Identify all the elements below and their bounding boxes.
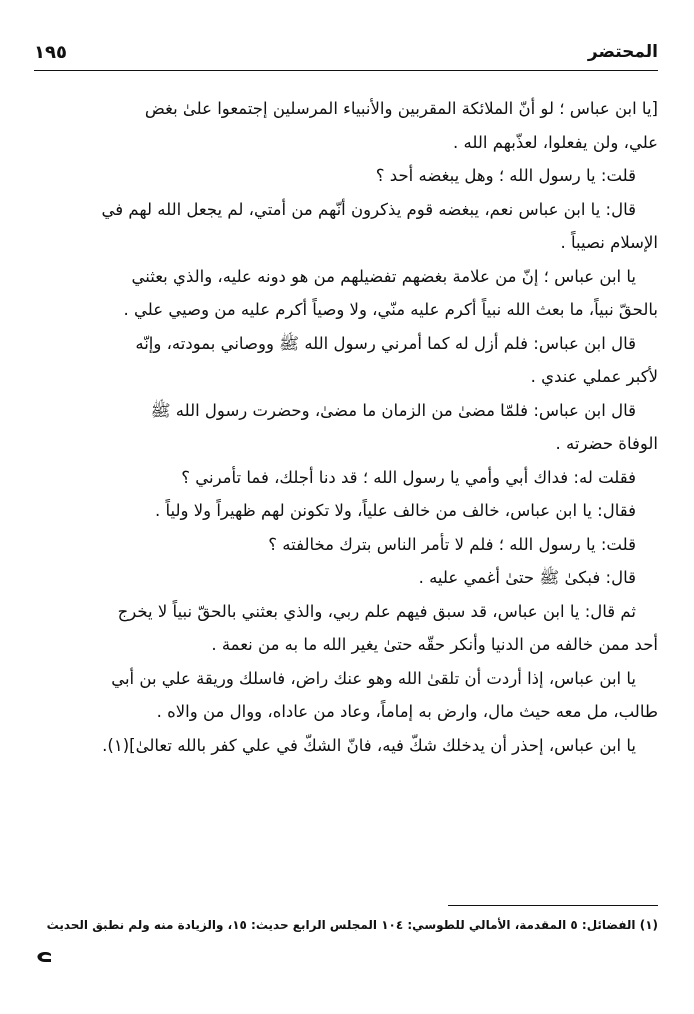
text-line: قال: فبكىٰ ﷺ حتىٰ أغمي عليه . <box>418 568 636 587</box>
page-header <box>34 40 658 71</box>
text-line: قلت: يا رسول الله ؛ وهل يبغضه أحد ؟ <box>375 166 636 185</box>
text-line: قال ابن عباس: فلمّا مضىٰ من الزمان ما مضىٰ، وحضرت رسول الله ﷺ <box>150 400 636 420</box>
text-line: قلت: يا رسول الله ؛ فلم لا تأمر الناس بترك مخالفته ؟ <box>268 534 636 554</box>
text-line: الإسلام نصيباً . <box>560 233 658 252</box>
text-line: يا ابن عباس ؛ إنّ من علامة بغضهم تفضيلهم من هو دونه عليه، والذي بعثني <box>131 266 636 286</box>
running-title: المحتضر <box>587 42 658 62</box>
text-line: الوفاة حضرته . <box>555 434 658 453</box>
footnote: (١) الفضائل: ٥ المقدمة، الأمالي للطوسي: ١٠٤ المجلس الرابع حديث: ١٥، والزيادة منه ولم نطبق الحديث <box>46 918 658 932</box>
text-line: [يا ابن عباس ؛ لو أنّ الملائكة المقربين والأنبياء المرسلين إجتمعوا علىٰ بغض <box>144 99 658 118</box>
text-line: يا ابن عباس، إذا أردت أن تلقىٰ الله وهو عنك راض، فاسلك وريقة علي بن أبي <box>111 668 636 688</box>
text-line: يا ابن عباس، إحذر أن يدخلك شكّ فيه، فانّ الشكّ في علي كفر بالله تعالىٰ](١). <box>102 735 636 755</box>
text-line: قال ابن عباس: فلم أزل له كما أمرني رسول الله ﷺ ووصاني بمودته، وإنّه <box>135 333 636 353</box>
footnote-rule <box>448 905 658 906</box>
text-line: علي، ولن يفعلوا، لعذّبهم الله . <box>453 132 658 152</box>
text-line: بالحقّ نبياً، ما بعث الله نبياً أكرم عليه منّي، ولا وصياً أكرم عليه من وصيي علي . <box>123 300 658 319</box>
continuation-mark-icon <box>36 950 52 964</box>
page-number: ١٩٥ <box>34 42 67 63</box>
text-line: طالب، مل معه حيث مال، وارض به إماماً، وعاد من عاداه، ووال من والاه . <box>156 702 658 721</box>
text-line: فقال: يا ابن عباس، خالف من خالف علياً، ولا تكونن لهم ظهيراً ولا ولياً . <box>154 501 636 520</box>
text-line: قال: يا ابن عباس نعم، يبغضه قوم يذكرون أنّهم من أمتي، لم يجعل الله لهم في <box>101 199 636 219</box>
body-text <box>34 92 658 762</box>
text-line: لأكبر عملي عندي . <box>530 367 658 386</box>
text-line: ثم قال: يا ابن عباس، قد سبق فيهم علم ربي، والذي بعثني بالحقّ نبياً لا يخرج <box>117 601 636 621</box>
text-line: فقلت له: فداك أبي وأمي يا رسول الله ؛ قد دنا أجلك، فما تأمرني ؟ <box>181 467 636 487</box>
text-line: أحد ممن خالفه من الدنيا وأنكر حقّه حتىٰ يغير الله ما به من نعمة . <box>211 635 658 654</box>
